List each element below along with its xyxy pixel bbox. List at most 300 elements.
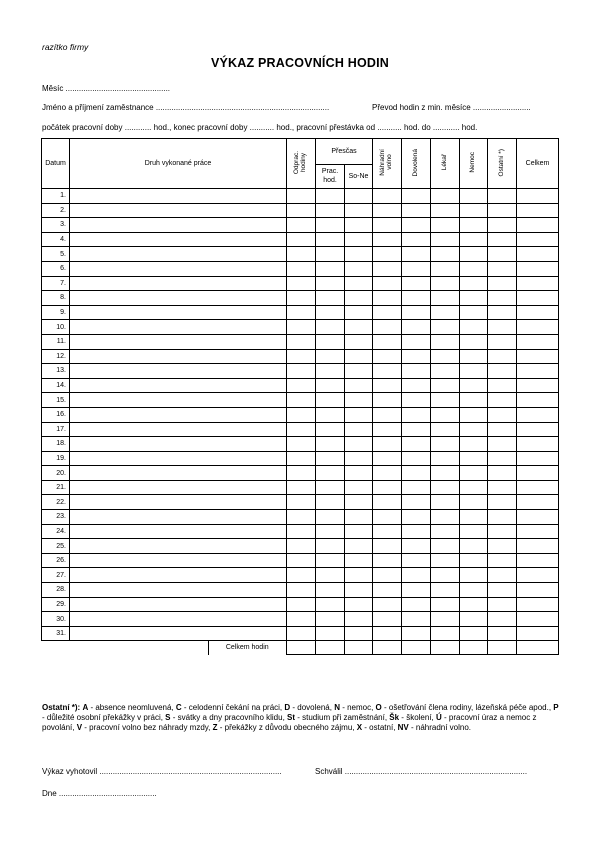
table-cell[interactable] bbox=[488, 247, 517, 262]
working-hours-field[interactable]: počátek pracovní doby ............ hod., konec pracovní doby ........... hod., pracovní přestávka od ........... hod. do ............ hod. bbox=[42, 123, 478, 132]
table-cell[interactable] bbox=[345, 422, 373, 437]
table-cell[interactable] bbox=[517, 568, 559, 583]
table-cell[interactable] bbox=[517, 189, 559, 204]
table-cell[interactable] bbox=[488, 364, 517, 379]
table-cell[interactable] bbox=[517, 480, 559, 495]
table-cell[interactable] bbox=[316, 218, 345, 233]
table-cell[interactable] bbox=[488, 553, 517, 568]
table-cell[interactable] bbox=[431, 422, 460, 437]
table-cell[interactable] bbox=[70, 422, 287, 437]
table-cell[interactable] bbox=[431, 480, 460, 495]
table-cell[interactable] bbox=[345, 553, 373, 568]
table-cell[interactable] bbox=[345, 261, 373, 276]
table-cell[interactable] bbox=[488, 218, 517, 233]
table-cell[interactable] bbox=[373, 451, 402, 466]
table-cell[interactable] bbox=[460, 378, 488, 393]
table-cell[interactable] bbox=[488, 320, 517, 335]
table-cell[interactable] bbox=[402, 364, 431, 379]
table-cell[interactable] bbox=[517, 218, 559, 233]
table-cell[interactable] bbox=[431, 276, 460, 291]
table-cell[interactable] bbox=[316, 451, 345, 466]
table-cell[interactable] bbox=[431, 305, 460, 320]
table-cell[interactable] bbox=[373, 495, 402, 510]
table-cell[interactable] bbox=[316, 495, 345, 510]
table-cell[interactable] bbox=[287, 451, 316, 466]
table-cell[interactable] bbox=[517, 437, 559, 452]
table-cell[interactable] bbox=[488, 422, 517, 437]
table-cell[interactable] bbox=[431, 539, 460, 554]
total-cell[interactable] bbox=[287, 641, 316, 655]
table-cell[interactable] bbox=[431, 597, 460, 612]
table-cell[interactable] bbox=[402, 422, 431, 437]
table-cell[interactable] bbox=[460, 349, 488, 364]
table-cell[interactable] bbox=[70, 276, 287, 291]
table-cell[interactable] bbox=[517, 466, 559, 481]
table-cell[interactable] bbox=[70, 597, 287, 612]
table-cell[interactable] bbox=[431, 189, 460, 204]
table-cell[interactable] bbox=[460, 553, 488, 568]
table-cell[interactable] bbox=[287, 437, 316, 452]
table-cell[interactable] bbox=[517, 539, 559, 554]
table-cell[interactable] bbox=[431, 451, 460, 466]
table-cell[interactable] bbox=[70, 524, 287, 539]
table-cell[interactable] bbox=[517, 451, 559, 466]
table-cell[interactable] bbox=[402, 524, 431, 539]
table-cell[interactable] bbox=[316, 305, 345, 320]
table-cell[interactable] bbox=[488, 291, 517, 306]
table-cell[interactable] bbox=[488, 393, 517, 408]
table-cell[interactable] bbox=[488, 232, 517, 247]
table-cell[interactable] bbox=[402, 378, 431, 393]
table-cell[interactable] bbox=[460, 261, 488, 276]
table-cell[interactable] bbox=[517, 203, 559, 218]
table-cell[interactable] bbox=[373, 437, 402, 452]
table-cell[interactable] bbox=[316, 349, 345, 364]
table-cell[interactable] bbox=[460, 407, 488, 422]
table-cell[interactable] bbox=[345, 378, 373, 393]
table-cell[interactable] bbox=[316, 612, 345, 627]
table-cell[interactable] bbox=[517, 305, 559, 320]
table-cell[interactable] bbox=[488, 612, 517, 627]
table-cell[interactable] bbox=[402, 407, 431, 422]
table-cell[interactable] bbox=[287, 612, 316, 627]
table-cell[interactable] bbox=[402, 291, 431, 306]
table-cell[interactable] bbox=[431, 626, 460, 641]
table-cell[interactable] bbox=[70, 568, 287, 583]
table-cell[interactable] bbox=[460, 203, 488, 218]
table-cell[interactable] bbox=[460, 320, 488, 335]
table-cell[interactable] bbox=[402, 612, 431, 627]
table-cell[interactable] bbox=[287, 466, 316, 481]
table-cell[interactable] bbox=[70, 218, 287, 233]
table-cell[interactable] bbox=[70, 626, 287, 641]
table-cell[interactable] bbox=[431, 495, 460, 510]
table-cell[interactable] bbox=[488, 334, 517, 349]
table-cell[interactable] bbox=[373, 232, 402, 247]
table-cell[interactable] bbox=[402, 320, 431, 335]
table-cell[interactable] bbox=[460, 393, 488, 408]
table-cell[interactable] bbox=[316, 466, 345, 481]
table-cell[interactable] bbox=[316, 626, 345, 641]
table-cell[interactable] bbox=[373, 349, 402, 364]
date-field[interactable]: Dne ............................................ bbox=[42, 789, 157, 798]
table-cell[interactable] bbox=[287, 247, 316, 262]
table-cell[interactable] bbox=[373, 320, 402, 335]
table-cell[interactable] bbox=[431, 203, 460, 218]
table-cell[interactable] bbox=[431, 320, 460, 335]
table-cell[interactable] bbox=[488, 524, 517, 539]
table-cell[interactable] bbox=[316, 320, 345, 335]
table-cell[interactable] bbox=[431, 524, 460, 539]
table-cell[interactable] bbox=[316, 480, 345, 495]
table-cell[interactable] bbox=[402, 276, 431, 291]
table-cell[interactable] bbox=[373, 407, 402, 422]
table-cell[interactable] bbox=[460, 539, 488, 554]
table-cell[interactable] bbox=[287, 539, 316, 554]
table-cell[interactable] bbox=[70, 305, 287, 320]
table-cell[interactable] bbox=[373, 247, 402, 262]
table-cell[interactable] bbox=[431, 407, 460, 422]
table-cell[interactable] bbox=[517, 612, 559, 627]
total-cell[interactable] bbox=[402, 641, 431, 655]
table-cell[interactable] bbox=[373, 626, 402, 641]
table-cell[interactable] bbox=[287, 378, 316, 393]
table-cell[interactable] bbox=[373, 378, 402, 393]
table-cell[interactable] bbox=[70, 291, 287, 306]
table-cell[interactable] bbox=[460, 597, 488, 612]
table-cell[interactable] bbox=[373, 466, 402, 481]
table-cell[interactable] bbox=[460, 510, 488, 525]
table-cell[interactable] bbox=[287, 349, 316, 364]
table-cell[interactable] bbox=[431, 232, 460, 247]
table-cell[interactable] bbox=[287, 334, 316, 349]
table-cell[interactable] bbox=[70, 510, 287, 525]
table-cell[interactable] bbox=[287, 203, 316, 218]
table-cell[interactable] bbox=[345, 539, 373, 554]
table-cell[interactable] bbox=[287, 568, 316, 583]
table-cell[interactable] bbox=[431, 393, 460, 408]
table-cell[interactable] bbox=[70, 437, 287, 452]
table-cell[interactable] bbox=[287, 261, 316, 276]
table-cell[interactable] bbox=[345, 364, 373, 379]
table-cell[interactable] bbox=[70, 495, 287, 510]
table-cell[interactable] bbox=[402, 305, 431, 320]
table-cell[interactable] bbox=[287, 189, 316, 204]
table-cell[interactable] bbox=[316, 524, 345, 539]
hours-transfer-field[interactable]: Převod hodin z min. měsíce .......................... bbox=[372, 103, 531, 112]
table-cell[interactable] bbox=[488, 480, 517, 495]
table-cell[interactable] bbox=[488, 437, 517, 452]
table-cell[interactable] bbox=[70, 232, 287, 247]
table-cell[interactable] bbox=[402, 553, 431, 568]
table-cell[interactable] bbox=[345, 276, 373, 291]
table-cell[interactable] bbox=[517, 276, 559, 291]
employee-name-field[interactable]: Jméno a příjmení zaměstnance .............................................................................. bbox=[42, 103, 330, 112]
table-cell[interactable] bbox=[70, 320, 287, 335]
table-cell[interactable] bbox=[431, 364, 460, 379]
table-cell[interactable] bbox=[488, 203, 517, 218]
table-cell[interactable] bbox=[287, 291, 316, 306]
table-cell[interactable] bbox=[431, 261, 460, 276]
table-cell[interactable] bbox=[431, 568, 460, 583]
table-cell[interactable] bbox=[345, 597, 373, 612]
table-cell[interactable] bbox=[287, 553, 316, 568]
table-cell[interactable] bbox=[345, 626, 373, 641]
table-cell[interactable] bbox=[345, 247, 373, 262]
table-cell[interactable] bbox=[373, 612, 402, 627]
table-cell[interactable] bbox=[373, 553, 402, 568]
table-cell[interactable] bbox=[402, 393, 431, 408]
table-cell[interactable] bbox=[316, 203, 345, 218]
table-cell[interactable] bbox=[460, 524, 488, 539]
table-cell[interactable] bbox=[431, 378, 460, 393]
table-cell[interactable] bbox=[402, 451, 431, 466]
table-cell[interactable] bbox=[345, 334, 373, 349]
table-cell[interactable] bbox=[460, 291, 488, 306]
table-cell[interactable] bbox=[70, 451, 287, 466]
table-cell[interactable] bbox=[373, 539, 402, 554]
table-cell[interactable] bbox=[402, 334, 431, 349]
table-cell[interactable] bbox=[345, 612, 373, 627]
table-cell[interactable] bbox=[316, 247, 345, 262]
table-cell[interactable] bbox=[517, 334, 559, 349]
table-cell[interactable] bbox=[373, 568, 402, 583]
table-cell[interactable] bbox=[460, 451, 488, 466]
table-cell[interactable] bbox=[431, 553, 460, 568]
table-cell[interactable] bbox=[431, 247, 460, 262]
table-cell[interactable] bbox=[402, 466, 431, 481]
table-cell[interactable] bbox=[373, 524, 402, 539]
table-cell[interactable] bbox=[517, 597, 559, 612]
table-cell[interactable] bbox=[402, 218, 431, 233]
table-cell[interactable] bbox=[287, 218, 316, 233]
total-cell[interactable] bbox=[460, 641, 488, 655]
table-cell[interactable] bbox=[402, 510, 431, 525]
table-cell[interactable] bbox=[373, 480, 402, 495]
table-cell[interactable] bbox=[517, 553, 559, 568]
table-cell[interactable] bbox=[287, 495, 316, 510]
table-cell[interactable] bbox=[373, 334, 402, 349]
table-cell[interactable] bbox=[316, 393, 345, 408]
table-cell[interactable] bbox=[70, 349, 287, 364]
table-cell[interactable] bbox=[345, 189, 373, 204]
table-cell[interactable] bbox=[287, 320, 316, 335]
total-cell[interactable] bbox=[431, 641, 460, 655]
table-cell[interactable] bbox=[460, 568, 488, 583]
table-cell[interactable] bbox=[316, 261, 345, 276]
table-cell[interactable] bbox=[488, 189, 517, 204]
table-cell[interactable] bbox=[316, 437, 345, 452]
table-cell[interactable] bbox=[460, 305, 488, 320]
month-field[interactable]: Měsíc ............................................... bbox=[42, 84, 171, 93]
table-cell[interactable] bbox=[316, 334, 345, 349]
table-cell[interactable] bbox=[431, 437, 460, 452]
table-cell[interactable] bbox=[488, 466, 517, 481]
table-cell[interactable] bbox=[460, 334, 488, 349]
table-cell[interactable] bbox=[316, 597, 345, 612]
approved-by-field[interactable]: Schválil .................................................................................. bbox=[315, 767, 528, 776]
prepared-by-field[interactable]: Výkaz vyhotovil .................................................................................. bbox=[42, 767, 282, 776]
table-cell[interactable] bbox=[345, 320, 373, 335]
table-cell[interactable] bbox=[488, 305, 517, 320]
table-cell[interactable] bbox=[345, 466, 373, 481]
table-cell[interactable] bbox=[373, 305, 402, 320]
table-cell[interactable] bbox=[460, 466, 488, 481]
table-cell[interactable] bbox=[488, 510, 517, 525]
table-cell[interactable] bbox=[70, 466, 287, 481]
table-cell[interactable] bbox=[517, 291, 559, 306]
table-cell[interactable] bbox=[402, 189, 431, 204]
table-cell[interactable] bbox=[70, 334, 287, 349]
table-cell[interactable] bbox=[431, 583, 460, 598]
table-cell[interactable] bbox=[402, 349, 431, 364]
table-cell[interactable] bbox=[345, 393, 373, 408]
table-cell[interactable] bbox=[316, 378, 345, 393]
table-cell[interactable] bbox=[345, 495, 373, 510]
table-cell[interactable] bbox=[431, 349, 460, 364]
table-cell[interactable] bbox=[373, 583, 402, 598]
table-cell[interactable] bbox=[287, 276, 316, 291]
table-cell[interactable] bbox=[373, 510, 402, 525]
total-cell[interactable] bbox=[488, 641, 517, 655]
table-cell[interactable] bbox=[460, 583, 488, 598]
table-cell[interactable] bbox=[345, 524, 373, 539]
table-cell[interactable] bbox=[517, 495, 559, 510]
table-cell[interactable] bbox=[460, 495, 488, 510]
table-cell[interactable] bbox=[431, 466, 460, 481]
table-cell[interactable] bbox=[460, 247, 488, 262]
table-cell[interactable] bbox=[488, 407, 517, 422]
table-cell[interactable] bbox=[517, 349, 559, 364]
table-cell[interactable] bbox=[402, 203, 431, 218]
table-cell[interactable] bbox=[287, 524, 316, 539]
table-cell[interactable] bbox=[345, 480, 373, 495]
table-cell[interactable] bbox=[373, 597, 402, 612]
table-cell[interactable] bbox=[287, 407, 316, 422]
table-cell[interactable] bbox=[345, 232, 373, 247]
table-cell[interactable] bbox=[488, 261, 517, 276]
table-cell[interactable] bbox=[402, 568, 431, 583]
table-cell[interactable] bbox=[70, 261, 287, 276]
table-cell[interactable] bbox=[287, 626, 316, 641]
table-cell[interactable] bbox=[287, 597, 316, 612]
table-cell[interactable] bbox=[517, 393, 559, 408]
table-cell[interactable] bbox=[373, 203, 402, 218]
table-cell[interactable] bbox=[517, 320, 559, 335]
table-cell[interactable] bbox=[460, 626, 488, 641]
table-cell[interactable] bbox=[345, 437, 373, 452]
table-cell[interactable] bbox=[517, 510, 559, 525]
table-cell[interactable] bbox=[316, 422, 345, 437]
table-cell[interactable] bbox=[345, 568, 373, 583]
table-cell[interactable] bbox=[460, 189, 488, 204]
table-cell[interactable] bbox=[316, 276, 345, 291]
table-cell[interactable] bbox=[460, 480, 488, 495]
table-cell[interactable] bbox=[373, 276, 402, 291]
table-cell[interactable] bbox=[316, 553, 345, 568]
table-cell[interactable] bbox=[517, 378, 559, 393]
table-cell[interactable] bbox=[517, 583, 559, 598]
table-cell[interactable] bbox=[488, 378, 517, 393]
table-cell[interactable] bbox=[402, 247, 431, 262]
table-cell[interactable] bbox=[488, 276, 517, 291]
table-cell[interactable] bbox=[517, 524, 559, 539]
table-cell[interactable] bbox=[373, 422, 402, 437]
table-cell[interactable] bbox=[373, 291, 402, 306]
table-cell[interactable] bbox=[345, 305, 373, 320]
table-cell[interactable] bbox=[373, 393, 402, 408]
table-cell[interactable] bbox=[316, 583, 345, 598]
table-cell[interactable] bbox=[70, 247, 287, 262]
table-cell[interactable] bbox=[287, 364, 316, 379]
table-cell[interactable] bbox=[402, 597, 431, 612]
table-cell[interactable] bbox=[287, 583, 316, 598]
table-cell[interactable] bbox=[488, 495, 517, 510]
table-cell[interactable] bbox=[460, 232, 488, 247]
table-cell[interactable] bbox=[402, 539, 431, 554]
table-cell[interactable] bbox=[402, 261, 431, 276]
table-cell[interactable] bbox=[488, 539, 517, 554]
table-cell[interactable] bbox=[431, 218, 460, 233]
table-cell[interactable] bbox=[287, 510, 316, 525]
table-cell[interactable] bbox=[70, 393, 287, 408]
table-cell[interactable] bbox=[373, 261, 402, 276]
table-cell[interactable] bbox=[345, 218, 373, 233]
table-cell[interactable] bbox=[70, 612, 287, 627]
table-cell[interactable] bbox=[517, 422, 559, 437]
table-cell[interactable] bbox=[488, 583, 517, 598]
table-cell[interactable] bbox=[70, 480, 287, 495]
table-cell[interactable] bbox=[345, 510, 373, 525]
table-cell[interactable] bbox=[488, 626, 517, 641]
table-cell[interactable] bbox=[70, 583, 287, 598]
table-cell[interactable] bbox=[316, 291, 345, 306]
table-cell[interactable] bbox=[517, 407, 559, 422]
table-cell[interactable] bbox=[431, 291, 460, 306]
table-cell[interactable] bbox=[488, 597, 517, 612]
total-cell[interactable] bbox=[345, 641, 373, 655]
table-cell[interactable] bbox=[345, 203, 373, 218]
table-cell[interactable] bbox=[460, 276, 488, 291]
table-cell[interactable] bbox=[316, 510, 345, 525]
table-cell[interactable] bbox=[70, 203, 287, 218]
table-cell[interactable] bbox=[316, 539, 345, 554]
table-cell[interactable] bbox=[316, 189, 345, 204]
table-cell[interactable] bbox=[373, 364, 402, 379]
table-cell[interactable] bbox=[460, 422, 488, 437]
table-cell[interactable] bbox=[345, 451, 373, 466]
table-cell[interactable] bbox=[460, 612, 488, 627]
table-cell[interactable] bbox=[431, 334, 460, 349]
table-cell[interactable] bbox=[460, 218, 488, 233]
table-cell[interactable] bbox=[345, 291, 373, 306]
table-cell[interactable] bbox=[517, 232, 559, 247]
table-cell[interactable] bbox=[316, 232, 345, 247]
table-cell[interactable] bbox=[70, 539, 287, 554]
table-cell[interactable] bbox=[287, 393, 316, 408]
table-cell[interactable] bbox=[460, 437, 488, 452]
table-cell[interactable] bbox=[70, 378, 287, 393]
table-cell[interactable] bbox=[287, 232, 316, 247]
table-cell[interactable] bbox=[70, 189, 287, 204]
total-cell[interactable] bbox=[517, 641, 559, 655]
table-cell[interactable] bbox=[517, 261, 559, 276]
table-cell[interactable] bbox=[402, 232, 431, 247]
table-cell[interactable] bbox=[517, 364, 559, 379]
table-cell[interactable] bbox=[70, 407, 287, 422]
total-cell[interactable] bbox=[373, 641, 402, 655]
table-cell[interactable] bbox=[345, 583, 373, 598]
